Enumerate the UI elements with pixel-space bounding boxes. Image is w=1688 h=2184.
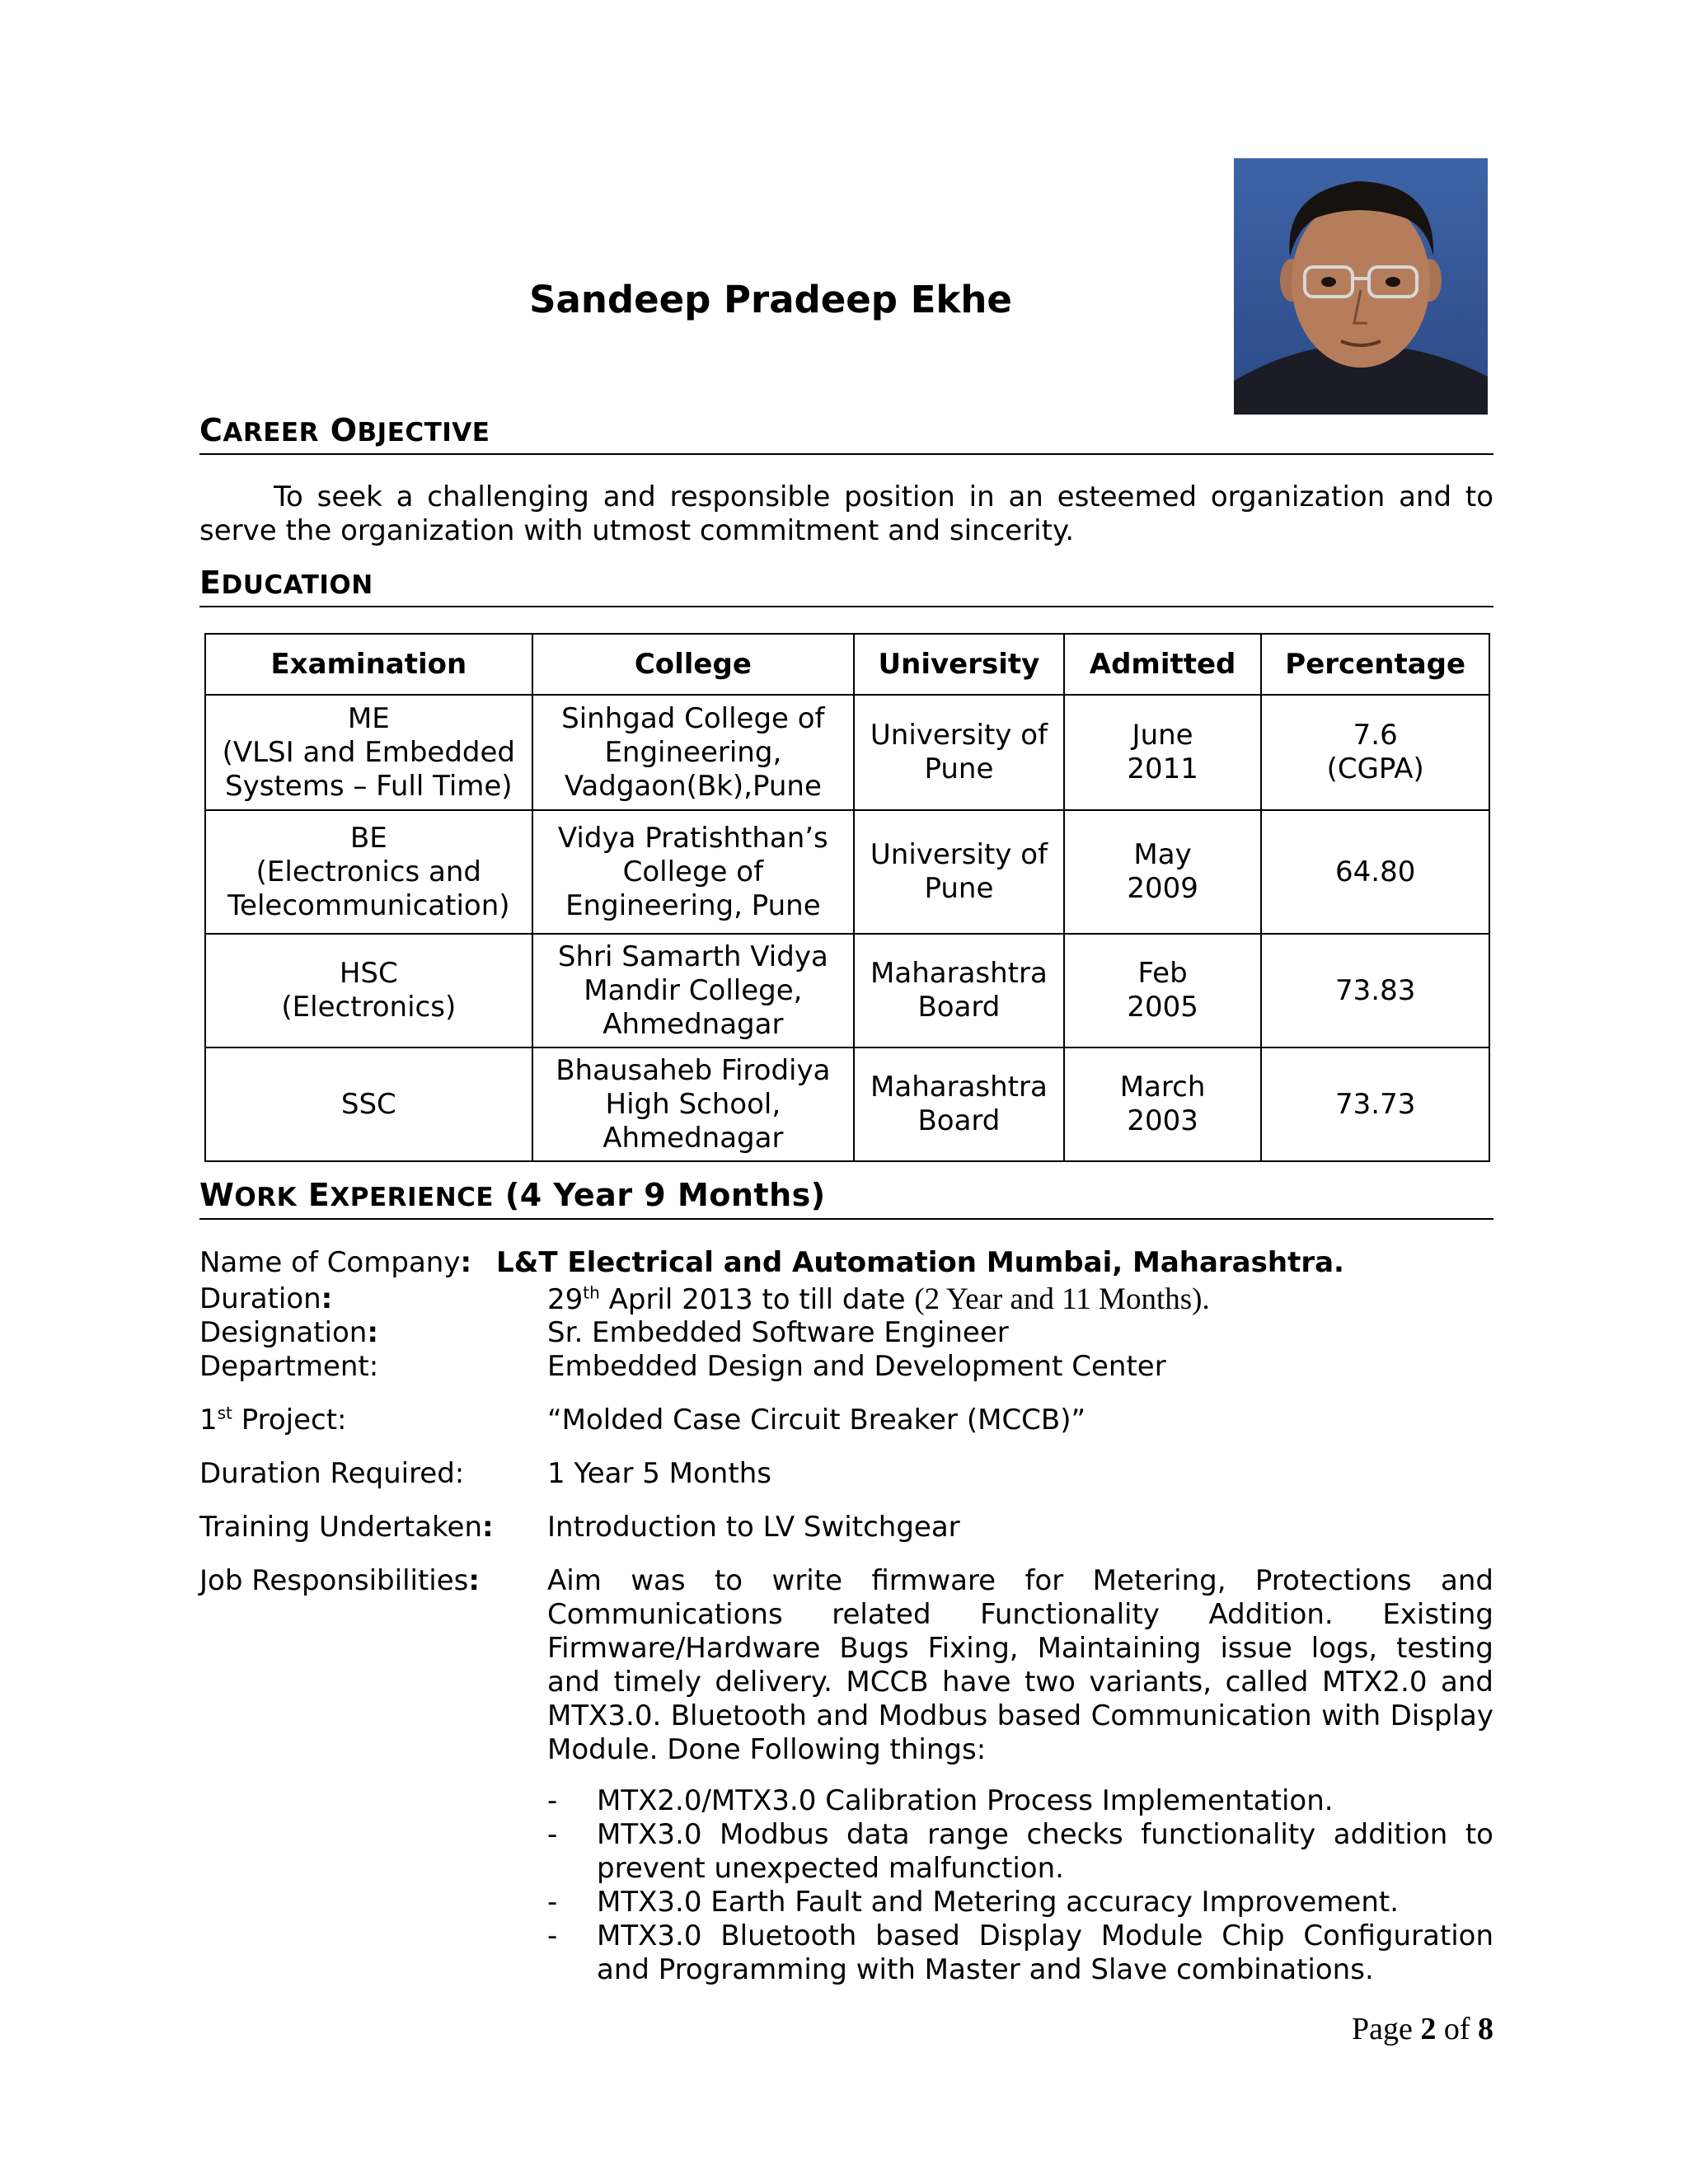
cell-university: Maharashtra Board: [854, 1047, 1064, 1161]
cell-examination: HSC (Electronics): [205, 934, 532, 1047]
duration-required-value: 1 Year 5 Months: [547, 1457, 771, 1490]
department-label: Department:: [199, 1350, 379, 1383]
table-row: [205, 1047, 1489, 1161]
cell-percentage: 73.83: [1261, 934, 1489, 1047]
training-value: Introduction to LV Switchgear: [547, 1511, 960, 1544]
cell-college: Shri Samarth Vidya Mandir College, Ahmednagar: [532, 934, 854, 1047]
table-row: [205, 934, 1489, 1047]
education-table-header-row: [205, 634, 1489, 695]
candidate-name: Sandeep Pradeep Ekhe: [529, 278, 1012, 321]
list-item: - MTX3.0 Modbus data range checks functionality addition to prevent unexpected malfunction.: [547, 1818, 1493, 1885]
education-heading: EDUCATION: [199, 565, 1493, 607]
table-row: [205, 810, 1489, 934]
project-label: 1st Project:: [199, 1403, 347, 1436]
cell-percentage: 64.80: [1261, 810, 1489, 934]
page-number: Page 2 of 8: [1351, 2012, 1493, 2046]
cell-university: University of Pune: [854, 695, 1064, 810]
cell-college: Bhausaheb Firodiya High School, Ahmednagar: [532, 1047, 854, 1161]
cell-examination: SSC: [205, 1047, 532, 1161]
training-label: Training Undertaken:: [199, 1511, 494, 1544]
portrait-illustration: [1234, 158, 1488, 415]
list-item: - MTX3.0 Bluetooth based Display Module Chip Configuration and Programming with Master and Slave combinations.: [547, 1919, 1493, 1986]
cell-admitted: March 2003: [1064, 1047, 1262, 1161]
profile-photo: [1234, 158, 1488, 415]
column-header-college: College: [532, 634, 854, 695]
cell-university: University of Pune: [854, 810, 1064, 934]
column-header-university: University: [854, 634, 1064, 695]
cell-admitted: Feb 2005: [1064, 934, 1262, 1047]
career-objective-heading: CAREER OBJECTIVE: [199, 412, 1493, 455]
cell-examination: ME (VLSI and Embedded Systems – Full Time): [205, 695, 532, 810]
responsibilities-bullet-list: [547, 1784, 1493, 1987]
column-header-percentage: Percentage: [1261, 634, 1489, 695]
responsibilities-label: Job Responsibilities:: [199, 1564, 480, 1597]
cell-percentage: 7.6 (CGPA): [1261, 695, 1489, 810]
company-label: Name of Company:: [199, 1246, 472, 1279]
column-header-admitted: Admitted: [1064, 634, 1262, 695]
list-item: - MTX3.0 Earth Fault and Metering accuracy Improvement.: [547, 1886, 1400, 1919]
work-experience-heading: WORK EXPERIENCE (4 Year 9 Months): [199, 1177, 1493, 1220]
career-objective-text: To seek a challenging and responsible position in an esteemed organization and to serve the organization with utmost commitment and sincerity.: [199, 480, 1493, 547]
project-value: “Molded Case Circuit Breaker (MCCB)”: [547, 1404, 1086, 1436]
cell-examination: BE (Electronics and Telecommunication): [205, 810, 532, 934]
column-header-examination: Examination: [205, 634, 532, 695]
cell-percentage: 73.73: [1261, 1047, 1489, 1161]
cell-admitted: May 2009: [1064, 810, 1262, 934]
list-item: - MTX2.0/MTX3.0 Calibration Process Implementation.: [547, 1784, 1334, 1817]
cell-university: Maharashtra Board: [854, 934, 1064, 1047]
duration-label: Duration:: [199, 1282, 333, 1315]
designation-label: Designation:: [199, 1316, 378, 1349]
duration-required-label: Duration Required:: [199, 1457, 465, 1490]
cell-college: Vidya Pratishthan’s College of Engineering, Pune: [532, 810, 854, 934]
designation-value: Sr. Embedded Software Engineer: [547, 1316, 1009, 1349]
cell-college: Sinhgad College of Engineering, Vadgaon(Bk),Pune: [532, 695, 854, 810]
cell-admitted: June 2011: [1064, 695, 1262, 810]
duration-value: 29th April 2013 to till date (2 Year and 11 Months).: [547, 1282, 1210, 1316]
responsibilities-text: Aim was to write firmware for Metering, Protections and Communications related Functionality Addition. Existing Firmware/Hardware Bugs Fixing, Maintaining issue logs, testing and timely delivery. MCCB have two variants, called MTX2.0 and MTX3.0. Bluetooth and Modbus based Communication with Display Module. Done Following things:: [547, 1564, 1493, 1766]
table-row: [205, 695, 1489, 810]
education-table: [204, 633, 1490, 1162]
company-value: L&T Electrical and Automation Mumbai, Maharashtra.: [496, 1246, 1344, 1279]
department-value: Embedded Design and Development Center: [547, 1350, 1166, 1383]
